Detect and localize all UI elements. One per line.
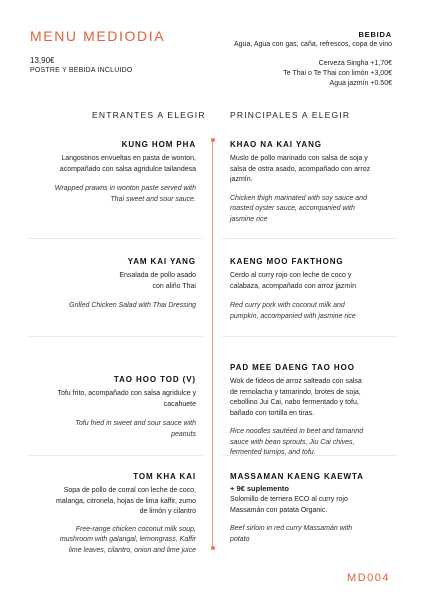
dish-name: KUNG HOM PHA	[121, 140, 196, 149]
text-line: Tofu fried in sweet and sour sauce with	[75, 420, 196, 427]
text-line: peanuts	[171, 430, 196, 438]
text-line: de limón y cilantro	[139, 508, 196, 515]
menu-title: MENU MEDIODIA	[30, 28, 166, 44]
principales-heading: PRINCIPALES A ELEGIR	[230, 110, 351, 120]
text-line: Tofu frito, acompañado con salsa agridulce y	[57, 390, 196, 397]
dish-description-es	[26, 154, 196, 175]
text-line: Wok de fideos de arroz salteado con salsa	[230, 378, 362, 385]
entrantes-heading: ENTRANTES A ELEGIR	[92, 110, 206, 120]
dish-description-en	[26, 419, 196, 440]
extra-agua-jazmin: Agua jazmín +0.50€	[329, 80, 392, 87]
right-row-divider	[222, 336, 398, 337]
dish-name: YAM KAI YANG	[127, 257, 196, 266]
dish-name: TAO HOO TOD (V)	[113, 375, 196, 384]
text-line: cebollino Jui Cai, nabo fermentado y tofu,	[230, 399, 359, 406]
text-line: Ensalada de pollo asado	[119, 272, 196, 279]
dish-description-en	[230, 194, 398, 226]
dish-name: TOM KHA KAI	[133, 472, 196, 481]
entrante-kung-hom-pha	[26, 140, 196, 205]
supplement-price: + 9€ suplemento	[230, 484, 289, 493]
text-line: cacahuete	[163, 400, 196, 408]
text-line: Solomillo de ternera ECO al curry rojo	[230, 496, 348, 503]
left-row-divider	[28, 336, 203, 337]
text-line: jasmine rice	[230, 215, 268, 223]
text-line: Beef sirloin in red curry Massamán with	[230, 525, 353, 532]
text-line: jazmín.	[230, 176, 253, 183]
dish-description-es	[230, 154, 398, 186]
text-line: Red curry pork with coconut milk and	[230, 302, 345, 309]
text-line: Grilled Chicken Salad with Thai Dressing	[69, 302, 196, 309]
text-line: bañado con tortilla en tiras.	[230, 409, 315, 417]
left-row-divider	[28, 238, 203, 239]
text-line: calabaza, acompañado con arroz jazmín	[230, 282, 357, 290]
bebida-title: BEBIDA	[358, 30, 392, 39]
dish-description-en	[26, 184, 196, 205]
text-line: lime leaves, cilantro, onion and lime juice	[68, 546, 196, 554]
dish-description-es	[26, 486, 196, 518]
text-line: Sopa de pollo de corral con leche de coco,	[63, 487, 196, 494]
text-line: malanga, citronela, hojas de lima kaffir, zumo	[56, 497, 196, 505]
dish-description-es	[230, 377, 398, 419]
text-line: potato	[230, 535, 250, 543]
text-line: de remolacha y tamarindo, brotes de soja,	[230, 388, 361, 396]
text-line: sauce with bean sprouts, Jiu Cai chives,	[230, 438, 355, 446]
text-line: mushroom with galangal, lemongrass, Kaffir	[59, 536, 196, 543]
principal-massaman-kaeng-kaewta	[230, 472, 398, 545]
left-row-divider	[28, 455, 203, 456]
extra-te-thai: Te Thai o Te Thai con limón +3,00€	[283, 70, 392, 77]
text-line: Muslo de pollo marinado con salsa de soja y	[230, 155, 368, 162]
text-line: Chicken thigh marinated with soy sauce and	[230, 194, 367, 202]
text-line: Rice noodles sautéed in beet and tamarind	[230, 428, 364, 435]
dish-name: PAD MEE DAENG TAO HOO	[230, 363, 355, 372]
text-line: Massamán con patata Organic.	[230, 506, 328, 514]
menu-price: 13,90€	[30, 56, 55, 65]
dish-description-es	[230, 495, 398, 516]
entrante-yam-kai-yang	[26, 257, 196, 312]
text-line: salsa de ostra asado, acompañado con arroz	[230, 165, 371, 173]
divider-dot	[211, 138, 215, 142]
bebida-description: Agua, Agua con gas, caña, refrescos, copa de vino	[234, 41, 392, 48]
divider-dot	[211, 546, 215, 550]
text-line: Cerdo al curry rojo con leche de coco y	[230, 272, 352, 279]
dish-description-es	[230, 271, 398, 292]
menu-price-note: POSTRE Y BEBIDA INCLUIDO	[30, 67, 133, 74]
dish-description-en	[26, 525, 196, 557]
text-line: Langostinos envueltas en pasta de wonton,	[61, 155, 196, 162]
text-line: Wrapped prawns in wonton paste served with	[54, 185, 196, 192]
principal-kaeng-moo-fakthong	[230, 257, 398, 322]
dish-description-en	[230, 301, 398, 322]
entrante-tom-kha-kai	[26, 472, 196, 556]
text-line: Thai sweet and sour sauce.	[110, 195, 196, 203]
text-line: fermented turnips, and tofu.	[230, 449, 316, 456]
dish-name: MASSAMAN KAENG KAEWTA	[230, 472, 364, 481]
extra-singha: Cerveza Singha +1,70€	[318, 60, 392, 67]
text-line: pumpkin, accompanied with jasmine rice	[230, 312, 356, 320]
dish-description-en	[230, 427, 398, 459]
menu-code: MD004	[347, 572, 390, 584]
dish-description-es	[26, 389, 196, 410]
dish-name: KAENG MOO FAKTHONG	[230, 257, 344, 266]
dish-name: KHAO NA KAI YANG	[230, 140, 322, 149]
right-row-divider	[222, 238, 398, 239]
text-line: acompañado con salsa agridulce tailandesa	[59, 165, 196, 173]
text-line: Free-range chicken coconut milk soup,	[75, 525, 196, 533]
principal-pad-mee-daeng-tao-hoo	[230, 363, 398, 459]
principal-khao-na-kai-yang	[230, 140, 398, 225]
entrante-tao-hoo-tod	[26, 375, 196, 440]
bebida-extras	[283, 59, 392, 89]
dish-description-en	[26, 301, 196, 312]
dish-description-es	[26, 271, 196, 292]
text-line: roasted oyster sauce, accompanied with	[230, 205, 355, 212]
dish-description-en	[230, 524, 398, 545]
column-divider	[212, 140, 213, 548]
text-line: con aliño Thai	[152, 282, 196, 290]
